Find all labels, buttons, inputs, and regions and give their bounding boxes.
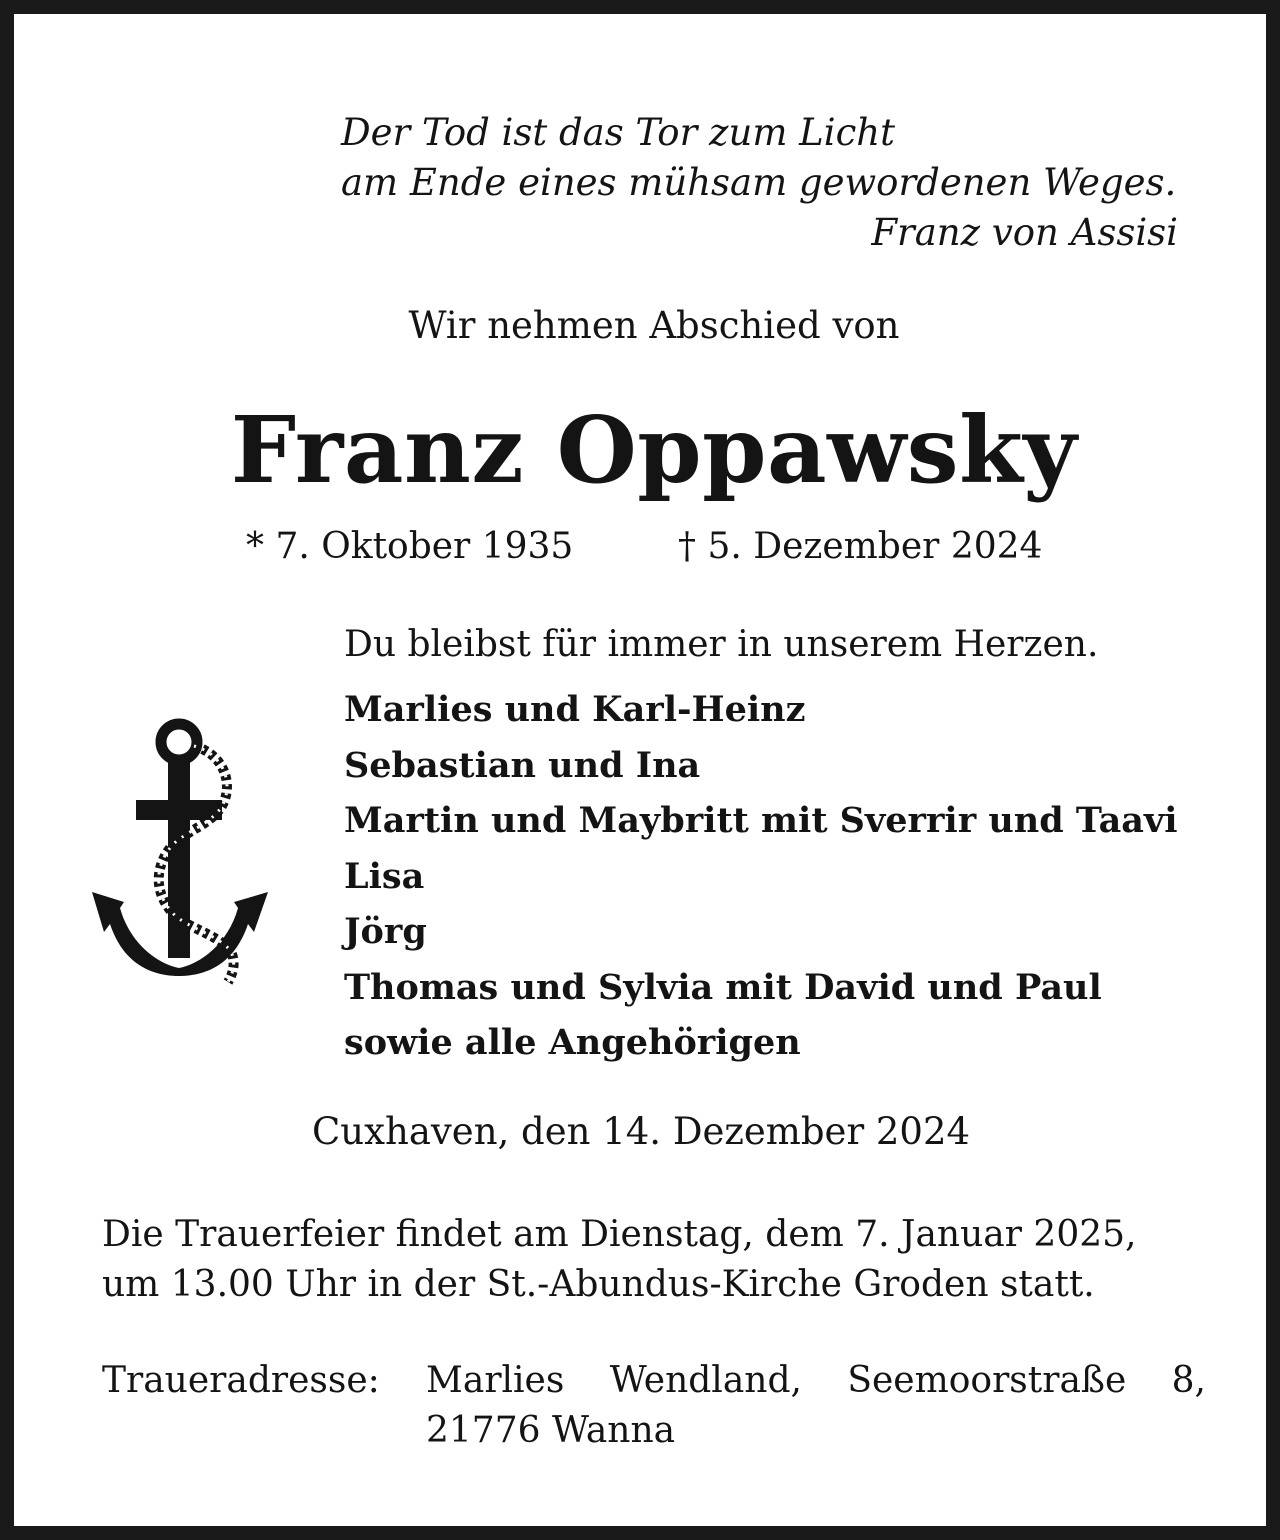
quote-line-2: am Ende eines mühsam gewordenen Weges. (341, 161, 1177, 204)
mourner-line: Martin und Maybritt mit Sverrir und Taavi (344, 800, 1178, 841)
anchor-icon (84, 714, 274, 994)
address-word: Wendland, (609, 1360, 802, 1401)
death-date: † 5. Dezember 2024 (678, 526, 1043, 567)
mourner-line: Jörg (344, 911, 427, 952)
mourner-line: Thomas und Sylvia mit David und Paul (344, 966, 1102, 1008)
address-word: Marlies (426, 1360, 565, 1401)
mourning-address (426, 1356, 1206, 1456)
birth-date: * 7. Oktober 1935 (246, 526, 574, 567)
mourner-line: sowie alle Angehörigen (344, 1022, 801, 1063)
tribute-line: Du bleibst für immer in unserem Herzen. (344, 624, 1099, 665)
mourner-line: Lisa (344, 855, 425, 897)
mourner-line: Sebastian und Ina (344, 744, 701, 786)
quote-author: Franz von Assisi (871, 211, 1178, 254)
address-word: 8, (1171, 1360, 1206, 1401)
mourner-line: Marlies und Karl-Heinz (344, 689, 806, 730)
farewell-intro: Wir nehmen Abschied von (408, 304, 900, 347)
funeral-service-info (102, 1210, 1206, 1310)
address-label: Traueradresse: (102, 1360, 380, 1401)
address-word: Seemoorstraße (847, 1360, 1127, 1401)
address-line-1 (426, 1356, 1206, 1406)
deceased-name: Franz Oppawsky (230, 396, 1078, 504)
mourners-list (344, 682, 1178, 1071)
address-line-2: 21776 Wanna (426, 1410, 676, 1451)
quote-line-1: Der Tod ist das Tor zum Licht (341, 111, 896, 154)
place-and-date: Cuxhaven, den 14. Dezember 2024 (312, 1110, 971, 1153)
service-line-2: um 13.00 Uhr in der St.-Abundus-Kirche Groden statt. (102, 1264, 1095, 1305)
service-line-1: Die Trauerfeier findet am Dienstag, dem 7. Januar 2025, (102, 1214, 1137, 1255)
